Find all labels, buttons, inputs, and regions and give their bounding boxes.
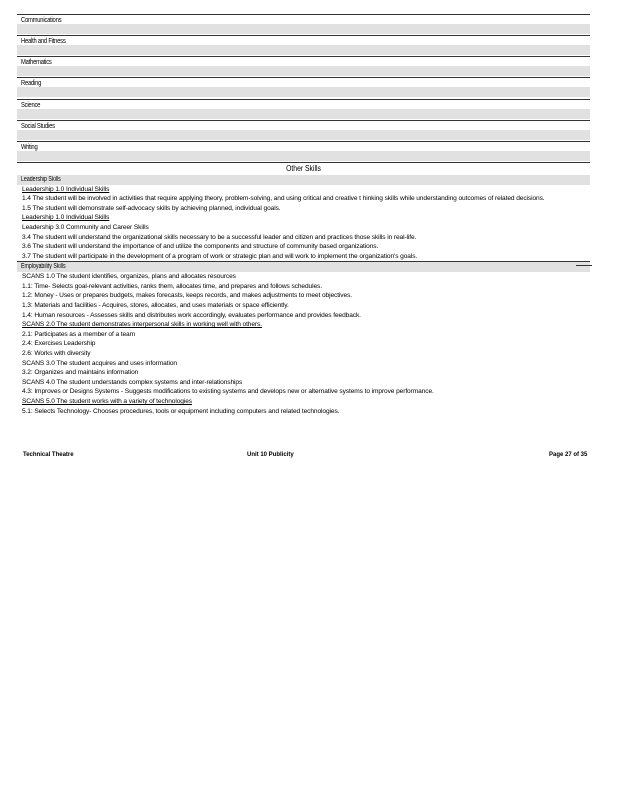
skill-line: 3.7 The student will participate in the development of a program of work or strategic plan and will work to implement the organization's goals. [22, 252, 418, 260]
skill-line: 5.1: Selects Technology- Chooses procedures, tools or equipment including computers and related technologies. [22, 407, 340, 415]
subject-row-label: Communications [21, 15, 62, 24]
skill-line: 3.2: Organizes and maintains information [22, 369, 139, 377]
skill-line: SCANS 5.0 The student works with a variety of technologies [22, 398, 193, 405]
footer-course: Technical Theatre [23, 452, 74, 458]
footer-page-number: Page 27 of 35 [549, 452, 588, 458]
skill-line: 1.4 The student will be involved in activities that require applying theory, problem-solving, and using critical and creative t hinking skills while understanding outcomes of related decisions. [22, 194, 545, 202]
skill-line: 1.2: Money - Uses or prepares budgets, makes forecasts, keeps records, and makes adjustments to meet objectives. [22, 292, 353, 300]
subject-row-label: Writing [21, 141, 38, 151]
footer-unit: Unit 10 Publicity [247, 452, 294, 458]
subject-row-shade [17, 45, 590, 55]
subject-row [17, 77, 590, 98]
skill-line: 3.4 The student will understand the organizational skills necessary to be a successful leader and citizen and practices those skills in real-life. [22, 233, 417, 241]
employability-skills-label: Employability Skills [21, 263, 66, 271]
subject-row [17, 141, 590, 162]
subject-row [17, 35, 590, 56]
skill-line: 2.4: Exercises Leadership [22, 340, 96, 348]
other-skills-title: Other Skills [286, 164, 321, 174]
skill-line: 1.3: Materials and facilities - Acquires, stores, allocates, and uses materials or space efficiently. [22, 302, 289, 310]
subject-row-shade [17, 87, 590, 97]
subject-row-label: Science [21, 99, 41, 109]
document-sheet [17, 14, 590, 416]
subject-row-label: Health and Fitness [21, 36, 66, 45]
skill-line: 3.6 The student will understand the importance of and utilize the components and structure of community based organizations. [22, 243, 379, 251]
skill-line: 1.4: Human resources - Assesses skills and distributes work accordingly, evaluates performance and provides feedback. [22, 311, 361, 319]
right-rule [576, 265, 592, 266]
skill-line: SCANS 4.0 The student understands complex systems and inter-relationships [22, 378, 243, 386]
skill-line: 1.1: Time- Selects goal-relevant activities, ranks them, allocates time, and prepares and follows schedules. [22, 282, 322, 290]
other-skills-heading-row [17, 162, 590, 175]
subject-row-label: Mathematics [21, 57, 52, 67]
subject-row-label: Reading [21, 78, 42, 88]
skill-line: Leadership 3.0 Community and Career Skills [22, 223, 149, 231]
skill-line: 2.6: Works with diversity [22, 350, 91, 358]
subject-row-label: Social Studies [21, 120, 55, 130]
skill-line: 4.3: Improves or Designs Systems - Suggests modifications to existing systems and develops new or alternative systems to improve performance. [22, 388, 434, 396]
subject-row-shade [17, 24, 590, 34]
skill-line: Leadership 1.0 Individual Skills [22, 186, 110, 194]
leadership-lines [17, 185, 590, 261]
leadership-skills-label: Leadership Skills [21, 176, 61, 184]
subject-row [17, 99, 590, 120]
skill-line: 1.5 The student will demonstrate self-advocacy skills by achieving planned, individual goals. [22, 204, 281, 212]
employability-skills-label-row [17, 262, 590, 272]
subject-row-shade [17, 66, 590, 76]
leadership-skills-label-row [17, 175, 590, 185]
skill-line: Leadership 1.0 Individual Skills [22, 214, 110, 222]
page-footer [23, 452, 590, 462]
employability-lines [17, 272, 590, 416]
subject-row [17, 120, 590, 141]
skill-line: SCANS 2.0 The student demonstrates interpersonal skills in working well with others. [22, 321, 262, 329]
subject-row-shade [17, 151, 590, 161]
skill-line: 2.1: Participates as a member of a team [22, 330, 136, 338]
subject-row-shade [17, 130, 590, 140]
subject-row-shade [17, 109, 590, 119]
subject-row [17, 56, 590, 77]
skill-line: SCANS 3.0 The student acquires and uses information [22, 359, 177, 367]
subject-row [17, 14, 590, 35]
subject-rows [17, 14, 590, 162]
skill-line: SCANS 1.0 The student identifies, organizes, plans and allocates resources [22, 273, 236, 281]
